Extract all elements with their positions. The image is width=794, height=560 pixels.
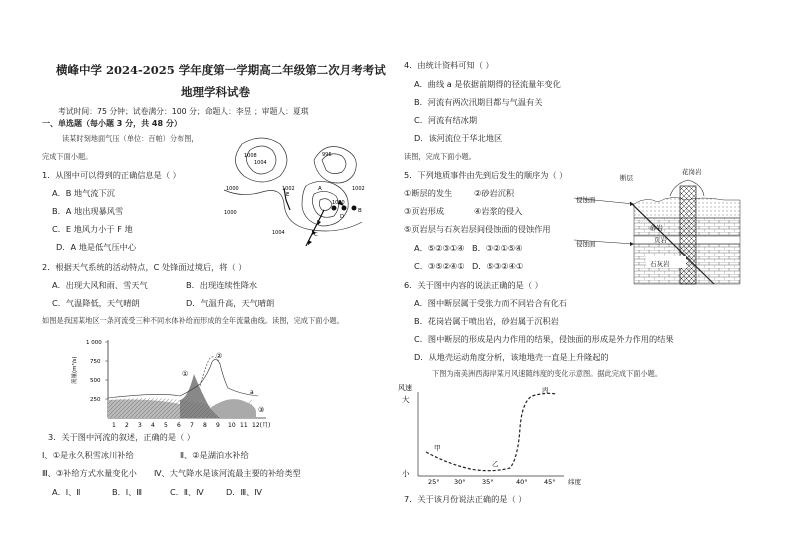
- x-tick: 40°: [516, 478, 528, 486]
- q1-option[interactable]: B．A 地出现暴风雪: [52, 206, 124, 216]
- q3-option[interactable]: C．Ⅱ、Ⅳ: [170, 487, 204, 497]
- q6-option[interactable]: C．图中断层的形成是内力作用的结果，侵蚀面的形成是外力作用的结果: [414, 334, 674, 344]
- q3-item: Ⅰ、①是永久积雪冰川补给: [42, 450, 134, 460]
- q1-option[interactable]: A．B 地气流下沉: [52, 188, 115, 198]
- map-point: C: [314, 232, 318, 238]
- q5-option[interactable]: A．⑤②③①④: [414, 243, 465, 253]
- q4-option[interactable]: B．河流有两次汛期目都与气温有关: [414, 97, 543, 107]
- y-tick: 750: [90, 359, 101, 365]
- q3-item: Ⅳ、大气降水是该河流最主要的补给类型: [154, 468, 301, 478]
- q2-stem: 2．根据天气系统的活动特点，C 处锋面过境后，将（ ）: [42, 262, 247, 272]
- x-tick: 25°: [428, 478, 440, 486]
- isobar-label: 1000: [226, 186, 239, 192]
- q3-option[interactable]: A．Ⅰ、Ⅱ: [52, 487, 81, 497]
- wind-xlabel: 纬度: [568, 478, 581, 486]
- intro-2: 如图是我国某地区一条河流受三种不同水体补给而形成的全年流量曲线。读图，完成下面小题。: [42, 316, 344, 325]
- wind-ylabel: 风速: [398, 384, 412, 392]
- x-tick: 2: [125, 422, 129, 429]
- y-tick: 1 000: [86, 340, 102, 346]
- q4-option[interactable]: D．该河流位于华北地区: [414, 133, 503, 143]
- y-tick: 500: [90, 378, 101, 384]
- chart-ylabel: 流量(m³/s): [72, 356, 78, 384]
- q5-item: ④岩浆的侵入: [474, 206, 523, 216]
- x-tick: 3: [138, 422, 142, 429]
- geo-label: 侵蚀面: [576, 196, 596, 204]
- q1-option[interactable]: D．A 地是低气压中心: [56, 242, 137, 252]
- q5-item: ②砂岩沉积: [474, 188, 515, 198]
- wind-top: 大: [402, 395, 410, 404]
- q1-stem: 1．从图中可以得到的正确信息是（ ）: [42, 170, 181, 180]
- geology-diagram: [574, 166, 742, 290]
- isobar-label: 996: [322, 152, 332, 158]
- geo-label: 石灰岩: [650, 260, 670, 268]
- x-tick: 9: [216, 422, 220, 429]
- intro-4: 下图为南美洲西海岸某月风速随纬度的变化示意图。据此完成下面小题。: [432, 369, 663, 378]
- wind-bottom: 小: [402, 469, 410, 478]
- exam-title: 横峰中学 2024-2025 学年度第一学期高二年级第二次月考考试: [56, 63, 386, 77]
- isobar-label: 1000: [224, 210, 237, 216]
- x-tick: 1: [112, 422, 116, 429]
- q4-stem: 4．由统计资料可知（ ）: [404, 60, 494, 70]
- q6-stem: 6．关于图中内容的说法正确的是（ ）: [404, 280, 543, 290]
- x-tick: 5: [164, 422, 168, 429]
- x-tick: 7: [190, 422, 194, 429]
- geo-label: 页岩: [654, 236, 667, 244]
- q3-item: Ⅲ、③补给方式水量变化小: [42, 468, 137, 478]
- q6-option[interactable]: D．从地壳运动角度分析，该地地壳一直是上升隆起的: [414, 352, 609, 362]
- wind-point: 丙: [542, 386, 549, 394]
- q5-option[interactable]: B．③②①⑤④: [472, 243, 523, 253]
- q5-stem: 5．下列地质事件由先到后发生的顺序为（ ）: [404, 170, 568, 180]
- y-tick: 250: [90, 397, 101, 403]
- isobar-label: 1008: [244, 153, 257, 159]
- isobar-label: 1004: [254, 160, 267, 166]
- q2-option[interactable]: A．出现大风和雨、雪天气: [52, 280, 148, 290]
- q4-option[interactable]: A．曲线 a 是依据前期得的径流量年变化: [414, 79, 561, 89]
- q3-option[interactable]: D．Ⅲ、Ⅳ: [226, 487, 262, 497]
- wind-chart: [392, 378, 592, 490]
- map-point: B: [358, 208, 362, 214]
- exam-info: 考试时间：75 分钟；试卷满分：100 分；命题人：李昱 ；审题人：夏琪: [58, 107, 309, 116]
- q3-stem: 3．关于图中河流的叙述，正确的是（ ）: [48, 432, 195, 442]
- geo-label: 断层: [620, 174, 633, 182]
- q2-option[interactable]: C．气温降低，天气晴朗: [52, 298, 140, 308]
- subject-title: 地理学科试卷: [181, 85, 250, 99]
- q5-option[interactable]: D．⑤③②④①: [472, 261, 524, 271]
- isobar-label: 1002: [282, 186, 295, 192]
- intro-1b: 完成下面小题。: [42, 152, 93, 161]
- section-heading: 一、单选题（每小题 3 分，共 48 分）: [42, 119, 182, 128]
- x-tick: 30°: [454, 478, 466, 486]
- x-tick: 35°: [482, 478, 494, 486]
- q2-option[interactable]: D．气温升高，天气晴朗: [186, 298, 275, 308]
- q5-item: ③页岩形成: [404, 206, 445, 216]
- series-label: ①: [182, 370, 189, 378]
- x-tick: 11: [240, 422, 248, 429]
- q3-item: Ⅱ、②是湖泊水补给: [180, 450, 249, 460]
- x-tick: 8: [203, 422, 207, 429]
- geo-label: 花岗岩: [682, 168, 702, 176]
- isobar-label: 1002: [352, 186, 365, 192]
- series-label: ③: [258, 406, 265, 414]
- x-tick: 4: [151, 422, 155, 429]
- wind-point: 甲: [434, 444, 441, 452]
- flow-chart: [70, 334, 280, 432]
- intro-1: 读某时刻地面气压（单位：百帕）分布图，: [62, 134, 199, 143]
- wind-point: 乙: [492, 460, 499, 468]
- q6-option[interactable]: B．花岗岩属于喷出岩，砂岩属于沉积岩: [414, 316, 559, 326]
- series-label: ②: [216, 352, 223, 360]
- x-tick: 12(月): [252, 422, 271, 429]
- x-tick: 45°: [544, 478, 556, 486]
- map-point: E: [286, 192, 290, 198]
- q7-stem: 7．关于该月份说法正确的是（ ）: [404, 494, 527, 504]
- q4-option[interactable]: C．河流有结冰期: [414, 115, 478, 125]
- intro-3: 读图，完成下面小题。: [404, 152, 476, 161]
- geo-label: 侵蚀面: [576, 240, 596, 248]
- x-tick: 6: [177, 422, 181, 429]
- q2-option[interactable]: B．出现连续性降水: [186, 280, 258, 290]
- q6-option[interactable]: A．图中断层属于受张力而不同岩合有化石: [414, 298, 567, 308]
- map-point: A: [318, 186, 322, 192]
- q5-item: ①断层的发生: [404, 188, 453, 198]
- geo-label: 砂岩: [650, 224, 663, 232]
- isobar-map: [222, 130, 374, 254]
- q5-item: ⑤页岩层与石灰岩层间侵蚀面的侵蚀作用: [404, 224, 551, 234]
- isobar-label: 1004: [272, 230, 285, 236]
- q5-option[interactable]: C．③⑤②④①: [414, 261, 465, 271]
- q3-option[interactable]: B．Ⅰ、Ⅲ: [112, 487, 143, 497]
- isobar-label: 1000: [332, 200, 345, 206]
- q1-option[interactable]: C．E 地风力小于 F 地: [52, 224, 133, 234]
- series-label: a: [250, 389, 254, 396]
- map-point: D: [340, 214, 345, 220]
- x-tick: 10: [228, 422, 236, 429]
